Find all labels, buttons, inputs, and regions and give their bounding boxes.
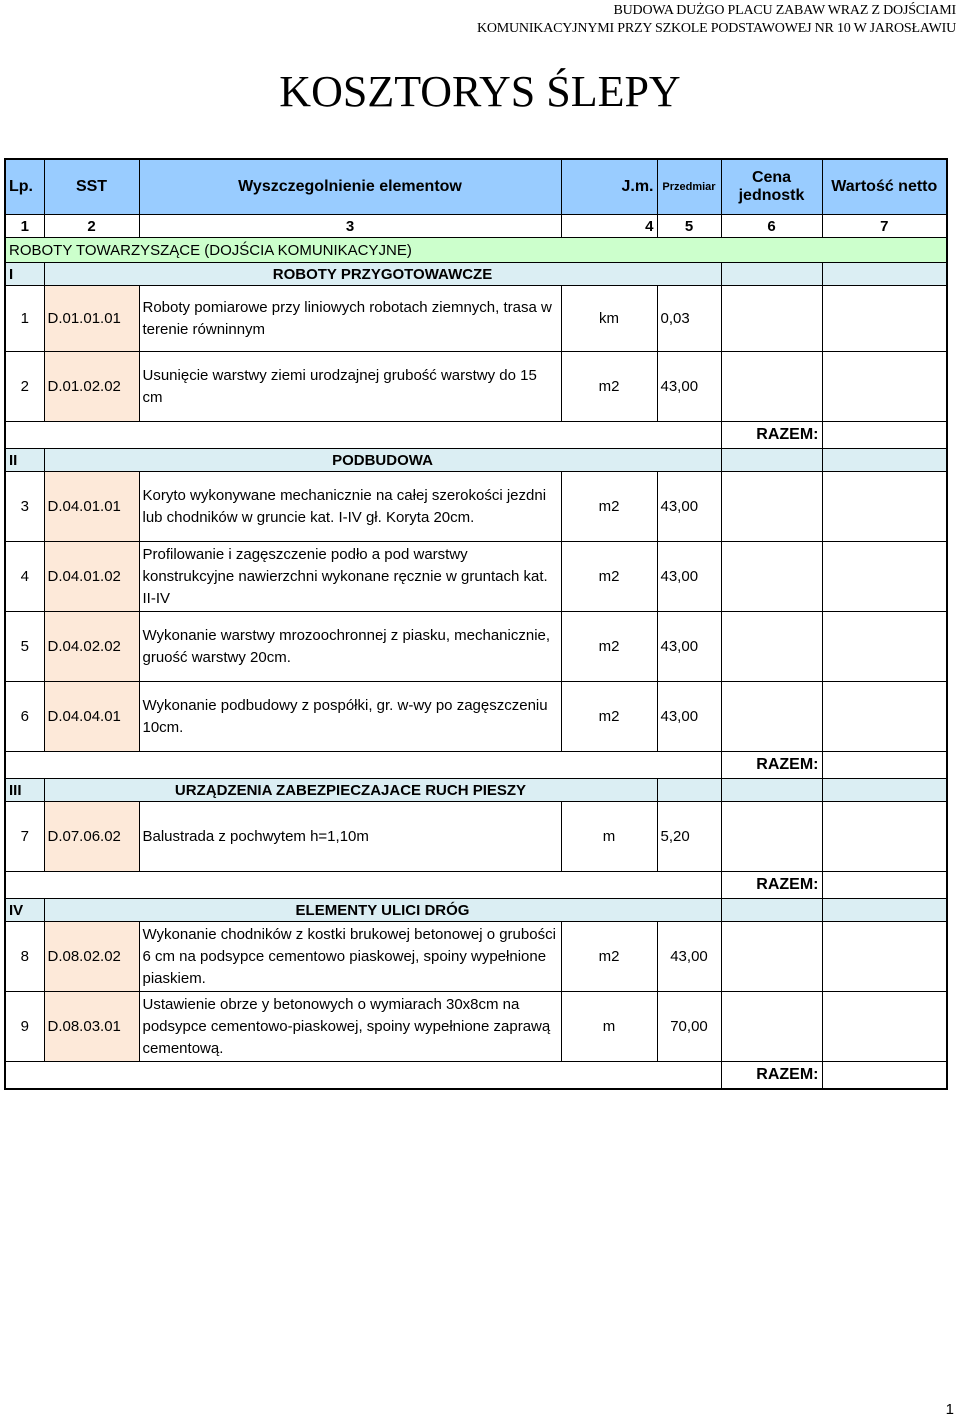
table-row [5,922,947,992]
item-unit-price[interactable] [721,992,822,1062]
item-unit: m [561,802,657,872]
column-header-row [5,159,947,215]
item-sst: D.04.01.01 [44,472,139,542]
table-row [5,802,947,872]
item-lp: 5 [5,612,44,682]
subtotal-label: RAZEM: [721,422,822,449]
table-row [5,542,947,612]
page-title: KOSZTORYS ŚLEPY [279,67,681,116]
item-unit: m2 [561,922,657,992]
item-sst: D.04.02.02 [44,612,139,682]
item-lp: 9 [5,992,44,1062]
subtotal-label: RAZEM: [721,752,822,779]
section-number: I [5,263,44,286]
item-description: Roboty pomiarowe przy liniowych robotach ziemnych, trasa w terenie równinnym [139,286,561,352]
item-unit-price[interactable] [721,802,822,872]
item-unit-price[interactable] [721,922,822,992]
document-header [477,2,956,38]
item-lp: 1 [5,286,44,352]
item-lp: 7 [5,802,44,872]
table-row [5,612,947,682]
item-unit-price[interactable] [721,542,822,612]
item-lp: 8 [5,922,44,992]
item-lp: 3 [5,472,44,542]
item-description: Wykonanie warstwy mrozoochronnej z piasku, mechanicznie, gruość warstwy 20cm. [139,612,561,682]
item-net-value[interactable] [822,682,947,752]
col-lp: Lp. [5,159,44,215]
item-sst: D.08.02.02 [44,922,139,992]
cost-estimate-table [4,158,948,1090]
section-number: II [5,449,44,472]
item-unit: m2 [561,682,657,752]
group-row [5,238,947,263]
item-unit-price[interactable] [721,612,822,682]
item-description: Profilowanie i zagęszczenie podło a pod warstwy konstrukcyjne nawierzchni wykonane ręcznie w gruntach kat. II-IV [139,542,561,612]
item-description: Balustrada z pochwytem h=1,10m [139,802,561,872]
subtotal-value[interactable] [822,422,947,449]
item-unit: km [561,286,657,352]
item-net-value[interactable] [822,542,947,612]
item-net-value[interactable] [822,612,947,682]
item-unit: m [561,992,657,1062]
col-number: 4 [561,215,657,238]
item-unit: m2 [561,542,657,612]
item-sst: D.01.02.02 [44,352,139,422]
subtotal-row [5,1062,947,1090]
item-net-value[interactable] [822,802,947,872]
section-row [5,779,947,802]
col-unit-price: Cena jednostk [721,159,822,215]
group-title: ROBOTY TOWARZYSZĄCE (DOJŚCIA KOMUNIKACYJNE) [5,238,947,263]
col-sst: SST [44,159,139,215]
col-net-value: Wartość netto [822,159,947,215]
col-number: 5 [657,215,721,238]
subtotal-row [5,422,947,449]
item-description: Usunięcie warstwy ziemi urodzajnej grubość warstwy do 15 cm [139,352,561,422]
col-quantity: Przedmiar [657,159,721,215]
section-number: IV [5,899,44,922]
section-row [5,899,947,922]
item-sst: D.07.06.02 [44,802,139,872]
item-sst: D.04.01.02 [44,542,139,612]
col-unit: J.m. [561,159,657,215]
item-quantity: 0,03 [657,286,721,352]
item-sst: D.04.04.01 [44,682,139,752]
item-net-value[interactable] [822,922,947,992]
col-description: Wyszczegolnienie elementow [139,159,561,215]
subtotal-value[interactable] [822,1062,947,1090]
section-row [5,263,947,286]
item-net-value[interactable] [822,286,947,352]
item-description: Ustawienie obrze y betonowych o wymiarach 30x8cm na podsypce cementowo-piaskowej, spoiny wypełnione zaprawą cementową. [139,992,561,1062]
col-number: 3 [139,215,561,238]
table-row [5,286,947,352]
item-unit-price[interactable] [721,352,822,422]
subtotal-row [5,752,947,779]
item-quantity: 43,00 [657,542,721,612]
item-unit: m2 [561,352,657,422]
item-unit: m2 [561,612,657,682]
subtotal-label: RAZEM: [721,872,822,899]
header-line-2: KOMUNIKACYJNYMI PRZY SZKOLE PODSTAWOWEJ NR 10 W JAROSŁAWIU [476,21,956,36]
subtotal-value[interactable] [822,872,947,899]
subtotal-label: RAZEM: [721,1062,822,1090]
item-unit-price[interactable] [721,286,822,352]
subtotal-value[interactable] [822,752,947,779]
column-number-row [5,215,947,238]
item-description: Wykonanie podbudowy z pospółki, gr. w-wy po zagęszczeniu 10cm. [139,682,561,752]
item-net-value[interactable] [822,992,947,1062]
page-number: 1 [945,1401,954,1418]
item-description: Wykonanie chodników z kostki brukowej betonowej o grubości 6 cm na podsypce cementowo piaskowej, spoiny wypełnione piaskiem. [139,922,561,992]
section-row [5,449,947,472]
section-name: ROBOTY PRZYGOTOWAWCZE [44,263,721,286]
table-row [5,682,947,752]
header-line-1: BUDOWA DUŻGO PLACU ZABAW WRAZ Z DOJŚCIAMI [613,3,956,18]
item-lp: 6 [5,682,44,752]
section-name: PODBUDOWA [44,449,721,472]
item-net-value[interactable] [822,472,947,542]
item-quantity: 43,00 [657,352,721,422]
item-net-value[interactable] [822,352,947,422]
item-sst: D.08.03.01 [44,992,139,1062]
col-number: 1 [5,215,44,238]
item-quantity: 70,00 [657,992,721,1062]
item-unit: m2 [561,472,657,542]
item-unit-price[interactable] [721,682,822,752]
item-quantity: 43,00 [657,922,721,992]
item-description: Koryto wykonywane mechanicznie na całej szerokości jezdni lub chodników w gruncie kat. I-IV gł. Koryta 20cm. [139,472,561,542]
section-name: URZĄDZENIA ZABEZPIECZAJACE RUCH PIESZY [44,779,657,802]
item-unit-price[interactable] [721,472,822,542]
section-name: ELEMENTY ULICI DRÓG [44,899,721,922]
item-lp: 4 [5,542,44,612]
col-number: 6 [721,215,822,238]
item-lp: 2 [5,352,44,422]
item-quantity: 5,20 [657,802,721,872]
col-number: 7 [822,215,947,238]
subtotal-row [5,872,947,899]
item-sst: D.01.01.01 [44,286,139,352]
item-quantity: 43,00 [657,682,721,752]
table-row [5,352,947,422]
section-number: III [5,779,44,802]
col-number: 2 [44,215,139,238]
table-row [5,472,947,542]
table-row [5,992,947,1062]
item-quantity: 43,00 [657,612,721,682]
item-quantity: 43,00 [657,472,721,542]
